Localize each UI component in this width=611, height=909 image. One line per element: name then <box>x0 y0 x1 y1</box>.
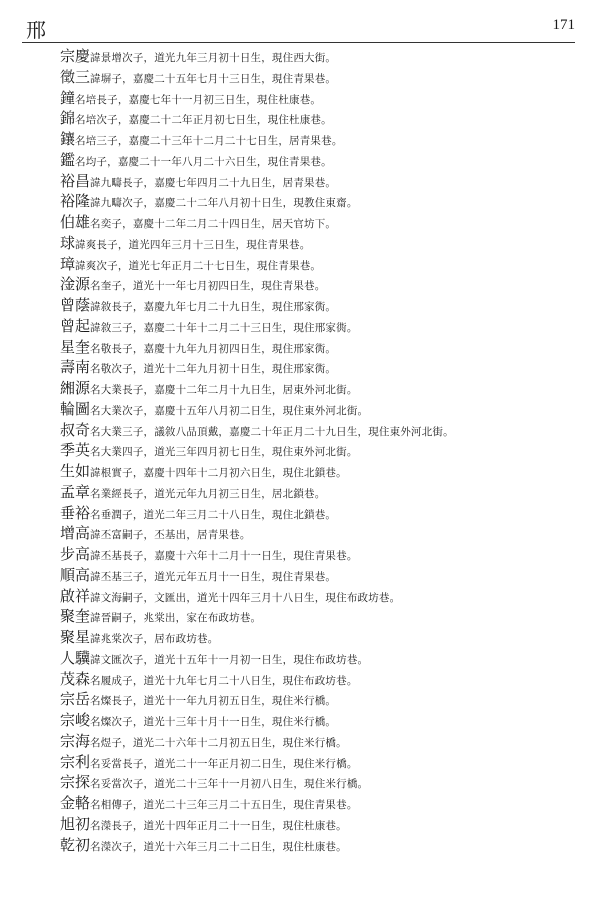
entry-description: 名敬長子，嘉慶十九年九月初四日生，現住邢家衖。 <box>90 342 337 355</box>
genealogy-entry <box>60 212 580 233</box>
genealogy-entry <box>60 482 580 503</box>
entry-description: 名燦長子，道光十一年九月初五日生，現住米行橋。 <box>90 695 337 708</box>
page-number: 171 <box>552 17 575 33</box>
entry-description: 名均子，嘉慶二十一年八月二十六日生，現住青果巷。 <box>75 155 332 168</box>
genealogy-entry <box>60 544 580 565</box>
entry-name: 球 <box>60 233 76 252</box>
genealogy-entry <box>60 461 580 482</box>
entry-name: 宗岳 <box>60 690 91 709</box>
entry-name: 鑲 <box>60 130 76 148</box>
entry-description: 諱文匯次子，道光十五年十一月初一日生，現住布政坊巷。 <box>90 653 369 666</box>
entry-name: 鑑 <box>60 150 76 169</box>
genealogy-entry <box>60 150 580 171</box>
entry-description: 名奎子，道光十一年七月初四日生，現住青果巷。 <box>90 280 326 293</box>
entry-name: 曾起 <box>60 316 91 335</box>
entry-description: 名濚長子，道光十四年正月二十一日生，現住杜康巷。 <box>90 819 347 832</box>
genealogy-entry <box>60 191 580 212</box>
entry-name: 增高 <box>60 524 91 543</box>
genealogy-entry <box>60 378 580 399</box>
entry-name: 叔奇 <box>60 420 91 439</box>
entry-name: 璋 <box>60 254 76 273</box>
entry-description: 名敬次子，道光十二年九月初十日生，現住邢家衖。 <box>90 363 337 376</box>
genealogy-entry <box>60 67 580 88</box>
entry-description: 諱九疇長子，嘉慶七年四月二十九日生，居青果巷。 <box>90 176 337 189</box>
entry-name: 孟章 <box>60 482 91 501</box>
entry-name: 裕昌 <box>60 171 91 190</box>
entry-description: 名相傳子，道光二十三年三月二十五日生，現住青果巷。 <box>90 799 358 811</box>
entry-description: 諱爽長子，道光四年三月十三日生，現住青果巷。 <box>75 238 311 251</box>
entry-name: 垂裕 <box>60 503 91 522</box>
genealogy-entry <box>60 627 580 648</box>
entry-name: 宗探 <box>60 773 91 792</box>
entry-name: 緗源 <box>60 379 91 397</box>
genealogy-entry <box>60 793 580 814</box>
genealogy-entry <box>60 669 580 690</box>
entry-description: 名大業三子，議敘八品頂戴，嘉慶二十年正月二十九日生，現住東外河北街。 <box>90 425 454 438</box>
entry-description: 諱敘三子，嘉慶二十年十二月二十三日生，現住邢家衖。 <box>90 321 358 334</box>
entry-description: 名大業次子，嘉慶十五年八月初二日生，現住東外河北街。 <box>90 404 369 417</box>
genealogy-entry <box>60 503 580 524</box>
entry-name: 旭初 <box>60 814 91 833</box>
entry-name: 金輅 <box>60 794 91 812</box>
entry-name: 曾蔭 <box>60 296 91 314</box>
genealogy-entry <box>60 710 580 731</box>
entry-name: 人驥 <box>60 648 91 667</box>
entry-description: 諱文海嗣子，文匯出，道光十四年三月十八日生，現住布政坊巷。 <box>90 591 401 604</box>
genealogy-entry <box>60 46 580 67</box>
genealogy-entry <box>60 295 580 316</box>
genealogy-entry <box>60 88 580 109</box>
entry-name: 生如 <box>60 462 91 480</box>
entry-description: 名妥當次子，道光二十三年十一月初八日生，現住米行橋。 <box>90 778 369 791</box>
genealogy-entry <box>60 399 580 420</box>
entry-description: 名大業四子，道光三年四月初七日生，現住東外河北街。 <box>90 446 358 459</box>
genealogy-entry <box>60 420 580 441</box>
entry-description: 名培三子，嘉慶二十三年十二月二十七日生，居青果巷。 <box>75 135 343 147</box>
genealogy-entry-list <box>60 46 580 855</box>
genealogy-entry <box>60 357 580 378</box>
entry-description: 諱九疇次子，嘉慶二十二年八月初十日生，現教住東齋。 <box>90 197 358 210</box>
entry-name: 徵三 <box>60 67 91 86</box>
entry-description: 名煜子，道光二十六年十二月初五日生，現住米行橋。 <box>90 736 347 749</box>
genealogy-entry <box>60 772 580 793</box>
genealogy-entry <box>60 440 580 461</box>
entry-description: 名大業長子，嘉慶十二年二月十九日生，居東外河北街。 <box>90 384 358 396</box>
entry-description: 諱爽次子，道光七年正月二十七日生，現住青果巷。 <box>75 259 322 272</box>
entry-description: 諱景增次子，道光九年三月初十日生，現住西大街。 <box>90 52 337 64</box>
entry-name: 鐘 <box>60 88 76 107</box>
page-title: 邢 <box>26 18 46 42</box>
genealogy-entry <box>60 233 580 254</box>
entry-description: 名奕子，嘉慶十二年二月二十四日生，居天官坊下。 <box>90 218 337 230</box>
entry-description: 名妥當長子，道光二十一年正月初二日生，現住米行橋。 <box>90 757 358 770</box>
entry-description: 諱丕基三子，道光元年五月十一日生，現住青果巷。 <box>90 570 337 583</box>
genealogy-entry <box>60 648 580 669</box>
genealogy-entry <box>60 274 580 295</box>
entry-name: 宗峻 <box>60 711 91 729</box>
entry-description: 名履成子，道光十九年七月二十八日生，現住布政坊巷。 <box>90 674 358 687</box>
entry-name: 裕隆 <box>60 192 91 211</box>
entry-name: 聚星 <box>60 628 91 646</box>
entry-name: 季英 <box>60 441 91 460</box>
genealogy-entry <box>60 565 580 586</box>
entry-name: 壽南 <box>60 358 91 377</box>
entry-name: 聚奎 <box>60 607 91 626</box>
entry-name: 錦 <box>60 109 76 128</box>
genealogy-entry <box>60 814 580 835</box>
entry-name: 順高 <box>60 565 91 584</box>
entry-name: 宗利 <box>60 752 91 771</box>
entry-name: 淦源 <box>60 275 91 294</box>
genealogy-entry <box>60 689 580 710</box>
genealogy-entry <box>60 606 580 627</box>
entry-name: 茂森 <box>60 669 91 688</box>
entry-description: 名培長子，嘉慶七年十一月初三日生，現住杜康巷。 <box>75 93 322 106</box>
genealogy-entry <box>60 586 580 607</box>
genealogy-entry <box>60 108 580 129</box>
entry-description: 名濚次子，道光十六年三月二十二日生，現住杜康巷。 <box>90 840 347 853</box>
entry-name: 步高 <box>60 545 91 563</box>
entry-description: 諱敘長子，嘉慶九年七月二十九日生，現住邢家衖。 <box>90 301 337 313</box>
entry-description: 名培次子，嘉慶二十二年正月初七日生，現住杜康巷。 <box>75 114 332 127</box>
genealogy-entry <box>60 523 580 544</box>
entry-description: 名業經長子，道光元年九月初三日生，居北鎖巷。 <box>90 487 326 500</box>
genealogy-entry <box>60 171 580 192</box>
entry-name: 乾初 <box>60 835 91 854</box>
entry-description: 名垂潤子，道光二年三月二十八日生，現住北鎖巷。 <box>90 508 337 521</box>
genealogy-entry <box>60 316 580 337</box>
entry-name: 星奎 <box>60 337 91 356</box>
genealogy-entry <box>60 835 580 856</box>
entry-name: 伯雄 <box>60 213 91 231</box>
page-header <box>22 10 575 43</box>
entry-description: 名燦次子，道光十三年十月十一日生，現住米行橋。 <box>90 716 337 728</box>
entry-name: 宗海 <box>60 731 91 750</box>
entry-description: 諱根實子，嘉慶十四年十二月初六日生，現住北鎖巷。 <box>90 467 347 479</box>
entry-name: 啟祥 <box>60 586 91 605</box>
genealogy-entry <box>60 337 580 358</box>
genealogy-entry <box>60 752 580 773</box>
entry-description: 諱塀子，嘉慶二十五年七月十三日生，現住青果巷。 <box>90 72 337 85</box>
genealogy-entry <box>60 254 580 275</box>
entry-name: 輪圖 <box>60 399 91 418</box>
genealogy-entry <box>60 731 580 752</box>
entry-description: 諱晉嗣子，兆棠出，家在布政坊巷。 <box>90 612 262 625</box>
entry-description: 諱丕富嗣子，丕基出，居青果巷。 <box>90 529 251 542</box>
genealogy-entry <box>60 129 580 150</box>
entry-description: 諱丕基長子，嘉慶十六年十二月十一日生，現住青果巷。 <box>90 550 358 562</box>
entry-name: 宗慶 <box>60 47 91 65</box>
entry-description: 諱兆棠次子，居布政坊巷。 <box>90 633 219 645</box>
